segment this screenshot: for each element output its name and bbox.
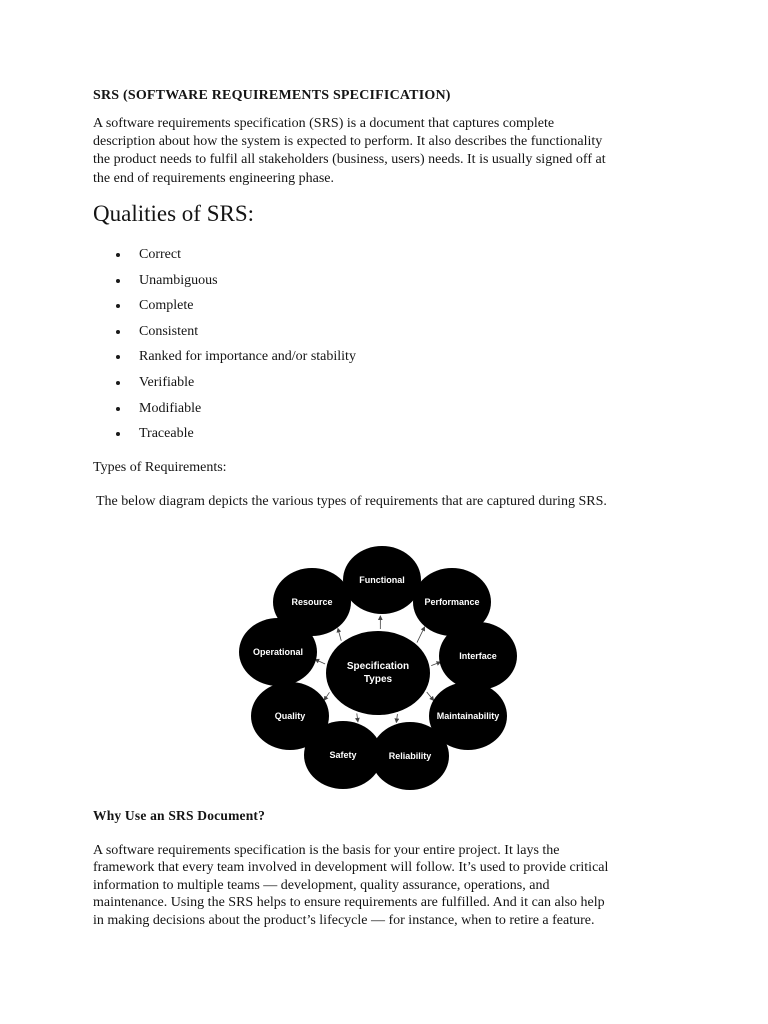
diagram-arrow: [396, 714, 397, 722]
bullet-icon: [116, 253, 120, 257]
intro-line: A software requirements specification (SRS) is a document that captures complete: [93, 116, 555, 131]
diagram-node-label: Performance: [424, 597, 480, 607]
center-label-line: Specification: [346, 661, 410, 672]
diagram-node: [343, 546, 421, 614]
specification-types-diagram: [230, 540, 530, 800]
bullet-icon: [116, 381, 120, 385]
diagram-node-label: Functional: [359, 575, 405, 585]
diagram-node-label: Operational: [252, 647, 304, 657]
center-label-line: Types: [363, 674, 393, 685]
why-heading: Why Use an SRS Document?: [93, 808, 266, 823]
intro-line: the end of requirements engineering phase.: [93, 170, 335, 186]
diagram-node: [273, 568, 351, 636]
diagram-arrow: [417, 627, 425, 643]
diagram-arrow: [431, 662, 440, 666]
document-title: SRS (SOFTWARE REQUIREMENTS SPECIFICATION): [93, 88, 451, 103]
why-line: framework that every team involved in development will follow. It’s used to provide critical: [93, 860, 609, 876]
diagram-node-label: Reliability: [388, 751, 432, 761]
diagram-arrow: [315, 659, 325, 664]
why-line: in making decisions about the product’s lifecycle — for instance, when to retire a feature.: [93, 912, 595, 928]
why-line: A software requirements specification is the basis for your entire project. It lays the: [93, 843, 560, 858]
intro-line: the product needs to fulfil all stakeholders (business, users) needs. It is usually signed off at: [93, 152, 606, 168]
document-page: SRS (SOFTWARE REQUIREMENTS SPECIFICATION) A software requirements specification (SRS) is a document that captures complete description about how the system is expected to perform. It also describes the functionality the product needs to fulfil all stakeholders (business, users) needs. It is usually signed off at the end of requirements engineering phase. Qualities of SRS: Correct Unambiguous Complete Consistent Ranked for importance and/or stability Verifiable Modifiable Traceable Types of Requirements: The below diagram depicts the various types of requirements that are captured during SRS. Functional Performance Interface Maintainability Reliability Safety Quality Operational Resource Specification Types Why Use an SRS Document? A software requirements specification is the basis for your entire project. It lays the framework that every team involved in development will follow. It’s used to provide critical information to multiple teams — development, quality assurance, operations, and maintenance. Using the SRS helps to ensure requirements are fulfilled. And it can also help in making decisions about the product’s lifecycle — for instance, when to retire a feature.: [0, 0, 768, 1024]
diagram-arrow: [338, 628, 341, 640]
types-label: Types of Requirements:: [93, 460, 227, 475]
diagram-arrow: [324, 692, 329, 700]
qualities-heading: Qualities of SRS:: [93, 201, 255, 226]
intro-paragraph: [93, 115, 674, 188]
diagram-node-label: Safety: [329, 750, 357, 760]
diagram-node-label: Resource: [291, 597, 333, 607]
diagram-node-label: Maintainability: [436, 711, 500, 721]
diagram-node: [439, 622, 517, 690]
bullet-icon: [116, 279, 120, 283]
bullet-icon: [116, 330, 120, 334]
why-paragraph: [93, 842, 674, 929]
bullet-icon: [116, 432, 120, 436]
why-line: maintenance. Using the SRS helps to ensure requirements are fulfilled. And it can also help: [93, 895, 605, 911]
diagram-caption: The below diagram depicts the various types of requirements that are captured during SRS.: [96, 494, 607, 509]
diagram-arrow: [427, 692, 434, 701]
bullet-icon: [116, 407, 120, 411]
diagram-center: [326, 631, 430, 715]
bullet-icon: [116, 355, 120, 359]
diagram-node: [371, 722, 449, 790]
diagram-arrow: [357, 713, 358, 721]
intro-line: description about how the system is expected to perform. It also describes the functionality: [93, 134, 603, 150]
diagram-node: [251, 682, 329, 750]
why-line: information to multiple teams — development, quality assurance, operations, and: [93, 877, 550, 893]
bullet-icon: [116, 304, 120, 308]
diagram-node-label: Interface: [459, 651, 497, 661]
diagram-node-label: Quality: [274, 711, 306, 721]
